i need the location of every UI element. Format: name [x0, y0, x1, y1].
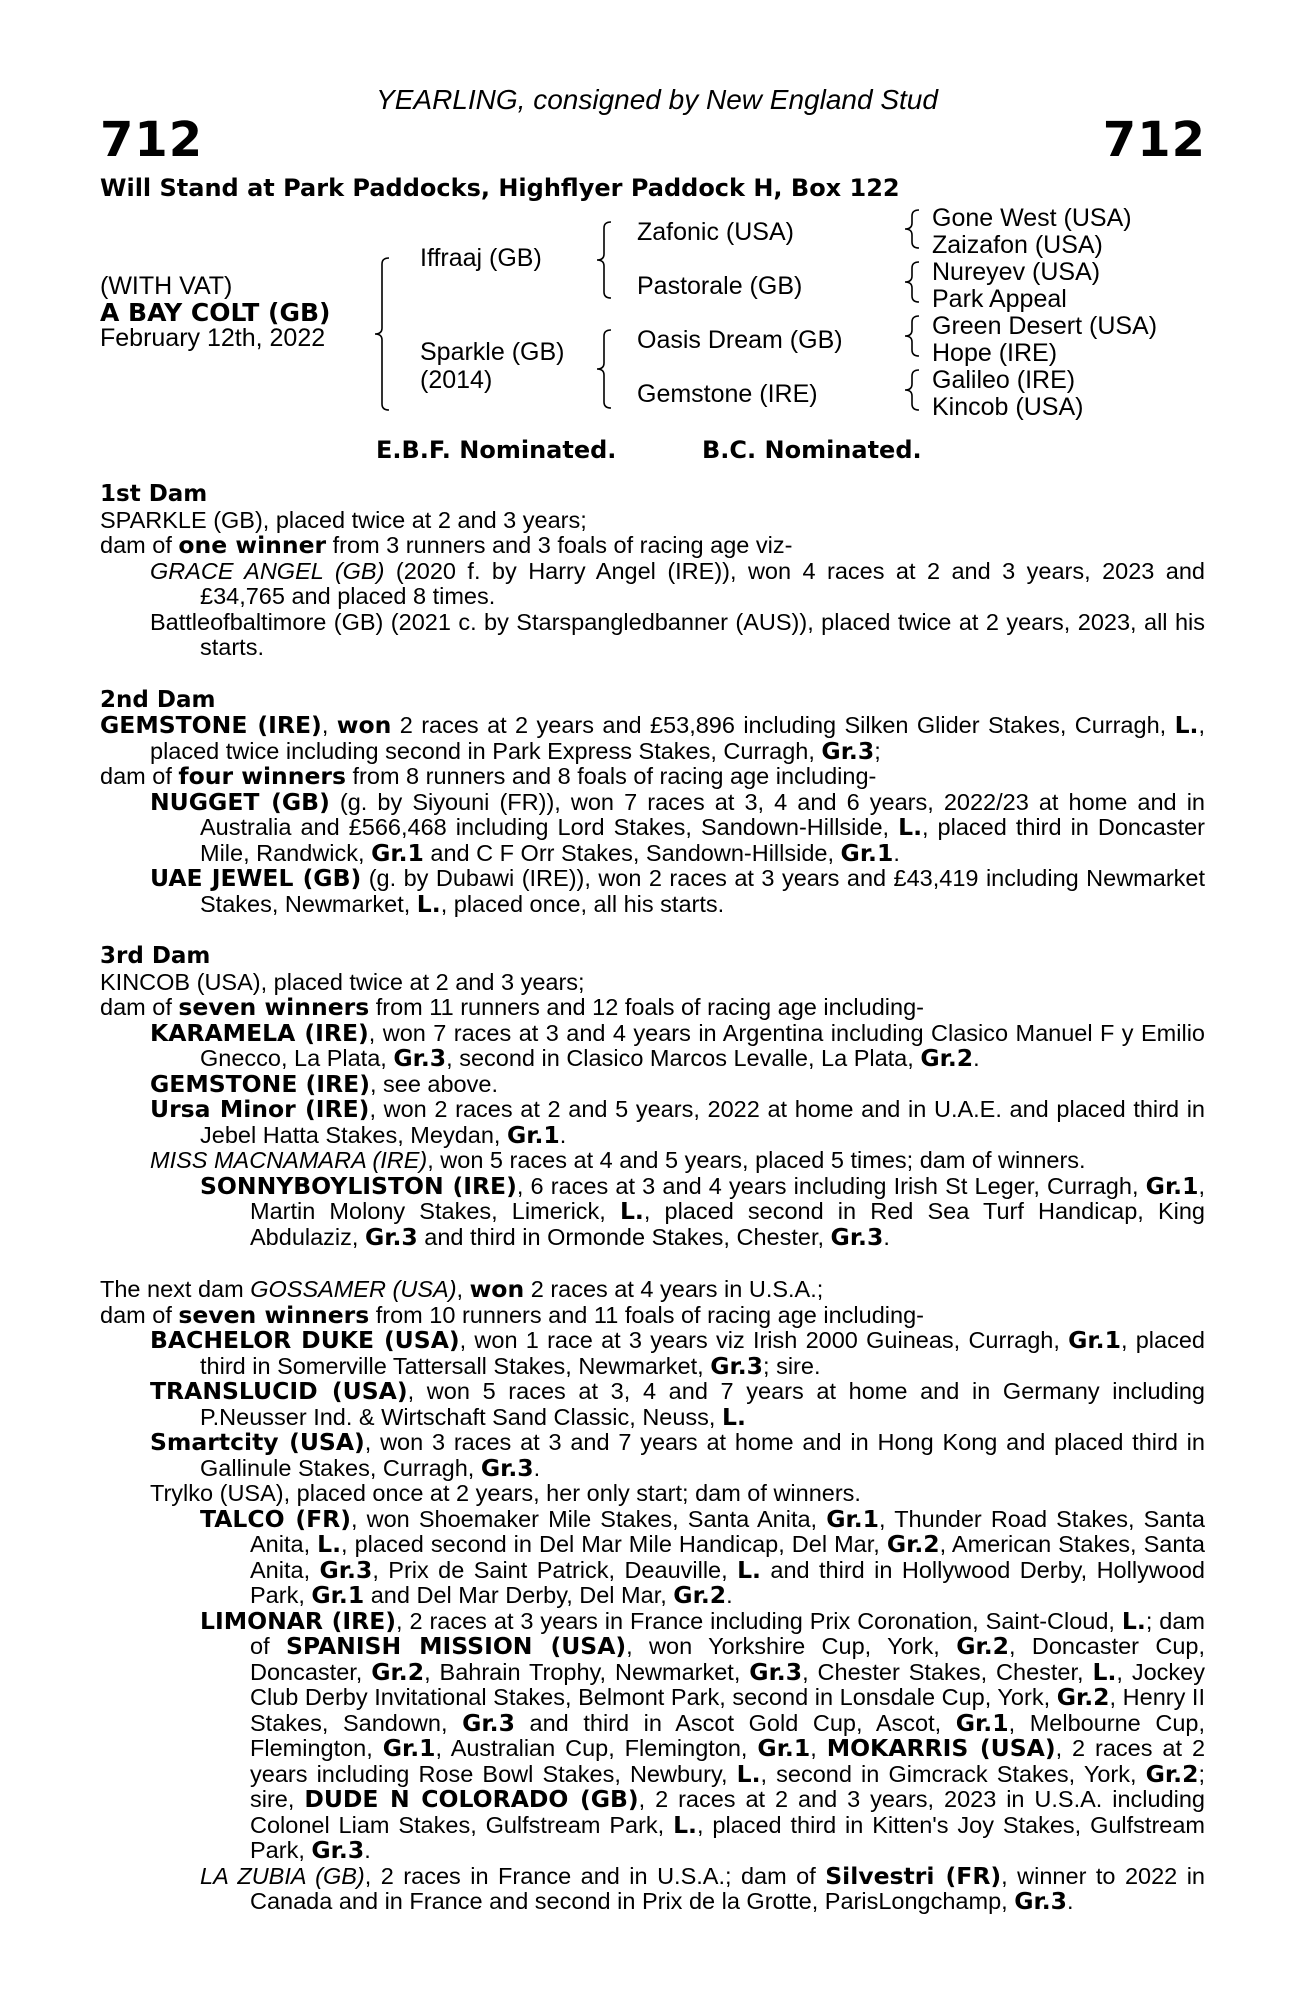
text-run: 2 races at 2 years and £53,896 including Silken Glider Stakes, Curragh, [391, 712, 1175, 738]
bold-text: Gr.2 [673, 1581, 727, 1609]
pedigree-entry [100, 866, 1205, 917]
text-run: , won Yorkshire Cup, York, [626, 1633, 957, 1659]
pedigree-entry [100, 713, 1205, 764]
bold-text: Gr.1 [840, 838, 894, 867]
text-run: , Melbourne Cup, Flemington, [250, 1709, 1205, 1761]
bold-text: Gr.2 [1056, 1683, 1110, 1711]
lot-number-left: 712 [100, 112, 204, 168]
text-run: and third in Hollywood Derby, Hollywood Park, [250, 1556, 1205, 1608]
dam-sire: Oasis Dream (GB) [637, 326, 843, 354]
text-run: . [559, 1121, 567, 1148]
bold-text: one winner [178, 531, 327, 559]
brace-g1 [905, 210, 919, 248]
pedigree-entry [100, 1277, 1205, 1303]
text-run: . [533, 1454, 541, 1481]
brace-gen1 [375, 258, 389, 410]
text-run: , American Stakes, Santa Anita, [250, 1531, 1205, 1583]
pedigree-entry [100, 533, 1205, 559]
bold-text: Smartcity (USA) [150, 1428, 365, 1456]
bold-text: SPANISH MISSION (USA) [285, 1632, 627, 1660]
italic-text: MISS MACNAMARA (IRE) [150, 1147, 428, 1173]
text-run: , won 3 races at 3 and 7 years at home and in Hong Kong and placed third in Gallinule Stakes, Curragh, [200, 1429, 1205, 1481]
foaling-date: February 12th, 2022 [100, 324, 326, 352]
text-run: . [973, 1045, 980, 1071]
text-run: . [364, 1837, 371, 1863]
text-run: and third in Ascot Gold Cup, Ascot, [514, 1709, 956, 1736]
pedigree-entry [100, 970, 1205, 996]
bold-text: Gr.1 [382, 1734, 436, 1762]
bold-text: Gr.3 [364, 1222, 418, 1251]
brace-sire-line [597, 222, 611, 298]
bold-text: GEMSTONE (IRE) [100, 711, 322, 739]
text-run: dam of [100, 1301, 179, 1328]
text-run: , [810, 1735, 827, 1761]
text-run: , Chester Stakes, Chester, [802, 1658, 1093, 1685]
pedigree-entry [100, 508, 1205, 534]
bold-text: Gr.3 [830, 1222, 884, 1251]
brace-g2 [905, 262, 919, 302]
text-run: , winner to 2022 in Canada and in France and second in Prix de la Grotte, ParisLongchamp, [250, 1862, 1205, 1914]
consignment-line: YEARLING, consigned by New England Stud [376, 84, 938, 115]
dam: Sparkle (GB) [420, 338, 565, 366]
text-run: , [321, 712, 337, 738]
text-run: , see above. [369, 1070, 498, 1097]
text-run: , placed third in Doncaster Mile, Randwick, [200, 814, 1205, 866]
bold-text: DUDE N COLORADO (GB) [304, 1785, 639, 1813]
pedigree-entry [100, 1379, 1205, 1430]
text-run: dam of [100, 763, 179, 789]
stand-location: Will Stand at Park Paddocks, Highflyer Paddock H, Box 122 [100, 174, 900, 202]
ancestor-8: Kincob (USA) [932, 393, 1084, 421]
dam-section [100, 944, 1205, 1250]
sire: Iffraaj (GB) [420, 244, 542, 272]
pedigree-entry [100, 559, 1205, 610]
text-run: , Prix de Saint Patrick, Deauville, [372, 1556, 738, 1583]
dam-heading: 1st Dam [100, 481, 208, 507]
text-run: , Doncaster Cup, Doncaster, [250, 1633, 1205, 1685]
text-run: , won Shoemaker Mile Stakes, Santa Anita, [350, 1505, 827, 1532]
bold-text: KARAMELA (IRE) [150, 1018, 369, 1047]
bold-text: L. [1121, 1606, 1146, 1635]
bold-text: Gr.3 [311, 1836, 365, 1864]
bold-text: L. [1092, 1657, 1117, 1686]
pedigree-entry [100, 610, 1205, 661]
pedigree-entry [100, 1504, 1206, 1609]
text-run: The next dam [100, 1276, 251, 1302]
ancestor-6: Hope (IRE) [932, 339, 1058, 367]
bold-text: Gr.3 [1014, 1887, 1068, 1915]
text-run: , Australian Cup, Flemington, [435, 1735, 758, 1761]
bold-text: Ursa Minor (IRE) [150, 1095, 370, 1123]
dam-section [100, 482, 1205, 661]
text-run: , placed twice including second in Park Express Stakes, Curragh, [150, 712, 1206, 764]
text-run: and C F Orr Stakes, Sandown-Hillside, [423, 839, 841, 866]
bold-text: Gr.3 [710, 1351, 764, 1380]
ancestor-7: Galileo (IRE) [932, 366, 1076, 394]
text-run: . [883, 1223, 890, 1250]
text-run: 2 races at 4 years in U.S.A.; [524, 1276, 824, 1302]
bold-text: Gr.2 [920, 1044, 974, 1072]
italic-text: GOSSAMER (USA) [250, 1276, 457, 1302]
bold-text: Gr.3 [393, 1044, 447, 1072]
pedigree-entry [100, 1861, 1205, 1915]
sire-sire: Zafonic (USA) [637, 218, 794, 246]
brace-dam-line [597, 330, 611, 408]
text-run: (g. by Siyouni (FR)), won 7 races at 3, 4 and 6 years, 2022/23 at home and in Australia and £566,468 including Lord Stakes, Sandown-Hillside, [200, 788, 1205, 840]
text-run: ; dam of [250, 1607, 1205, 1659]
bold-text: Gr.1 [1068, 1326, 1121, 1354]
bold-text: Gr.1 [757, 1734, 811, 1762]
bold-text: Silvestri (FR) [825, 1861, 1002, 1890]
text-run: , Bahrain Trophy, Newmarket, [424, 1658, 750, 1685]
bold-text: Gr.1 [955, 1708, 1009, 1737]
text-run: (g. by Dubawi (IRE)), won 2 races at 3 years and £43,419 including Newmarket Stakes, Newmarket, [200, 865, 1205, 917]
text-run: . [893, 839, 900, 866]
text-run: from 8 runners and 8 foals of racing age including- [346, 763, 877, 789]
dam-heading: 2nd Dam [100, 686, 216, 713]
text-run: dam of [100, 532, 179, 558]
bold-text: L. [673, 1810, 697, 1839]
bold-text: Gr.3 [821, 736, 875, 765]
catalogue-body [100, 482, 1205, 1915]
text-run: , won 5 races at 4 and 5 years, placed 5 times; dam of winners. [427, 1147, 1086, 1173]
bold-text: L. [737, 1555, 761, 1584]
pedigree-entry [100, 787, 1205, 867]
bold-text: GEMSTONE (IRE) [150, 1069, 370, 1098]
text-run: , 2 races at 2 and 3 years, 2023 in U.S.A. including Colonel Liam Stakes, Gulfstream Park, [250, 1786, 1206, 1838]
bold-text: Gr.3 [462, 1708, 515, 1737]
ancestor-4: Park Appeal [932, 285, 1067, 313]
pedigree-entry [100, 1606, 1206, 1864]
pedigree-entry [100, 1430, 1205, 1481]
italic-text: GRACE ANGEL (GB) [150, 557, 385, 584]
text-run: , placed once, all his starts. [440, 890, 725, 917]
bold-text: Gr.3 [480, 1453, 534, 1482]
pedigree-entry [100, 995, 1205, 1021]
text-run: , placed second in Del Mar Mile Handicap, Del Mar, [341, 1531, 887, 1557]
text-run: . [726, 1582, 733, 1608]
bold-text: Gr.1 [1145, 1171, 1199, 1200]
text-run: . [1067, 1888, 1074, 1914]
ancestor-5: Green Desert (USA) [932, 312, 1158, 340]
bold-text: Gr.2 [956, 1632, 1009, 1660]
text-run: dam of [100, 994, 179, 1020]
bold-text: TRANSLUCID (USA) [150, 1377, 408, 1405]
ancestor-3: Nureyev (USA) [932, 258, 1101, 286]
italic-text: LA ZUBIA (GB) [200, 1862, 365, 1889]
text-run: , Henry II Stakes, Sandown, [250, 1684, 1205, 1736]
text-run: , 2 races in France and in U.S.A.; dam of [364, 1862, 826, 1889]
text-run: , 2 races at 2 years including Rose Bowl Stakes, Newbury, [250, 1735, 1206, 1787]
text-run: , Martin Molony Stakes, Limerick, [250, 1172, 1205, 1224]
text-run: , 6 races at 3 and 4 years including Irish St Leger, Curragh, [516, 1172, 1146, 1199]
bold-text: Gr.2 [371, 1657, 425, 1686]
bold-text: Gr.1 [371, 838, 424, 867]
dam-heading: 3rd Dam [100, 943, 211, 969]
bold-text: seven winners [178, 993, 370, 1021]
bold-text: seven winners [178, 1300, 370, 1329]
dam-section [100, 688, 1205, 918]
bold-text: L. [317, 1530, 342, 1558]
text-run: , won 2 races at 2 and 5 years, 2022 at home and in U.A.E. and placed third in Jebel Hatta Stakes, Meydan, [200, 1096, 1205, 1148]
bold-text: L. [1174, 711, 1199, 739]
text-run: , second in Gimcrack Stakes, York, [760, 1760, 1146, 1787]
pedigree-entry [100, 1097, 1205, 1148]
bold-text: Gr.1 [826, 1504, 879, 1533]
text-run: , won 5 races at 3, 4 and 7 years at home and in Germany including P.Neusser Ind. & Wirtschaft Sand Classic, Neuss, [200, 1378, 1205, 1430]
bold-text: four winners [178, 762, 346, 790]
bold-text: Gr.3 [319, 1555, 373, 1584]
text-run: from 3 runners and 3 foals of racing age viz- [326, 532, 793, 558]
text-run: , placed third in Kitten's Joy Stakes, Gulfstream Park, [250, 1811, 1205, 1863]
text-run: (2020 f. by Harry Angel (IRE)), won 4 races at 2 and 3 years, 2023 and £34,765 and placed 8 times. [200, 557, 1205, 609]
pedigree-entry [100, 1171, 1206, 1251]
dam-dam: Gemstone (IRE) [637, 380, 818, 408]
bc-nomination: B.C. Nominated. [702, 436, 922, 464]
bold-text: SONNYBOYLISTON (IRE) [200, 1171, 517, 1200]
text-run: ; sire, [250, 1760, 1205, 1812]
pedigree-entry [100, 1069, 1205, 1098]
text-run: , won 1 race at 3 years viz Irish 2000 Guineas, Curragh, [459, 1327, 1069, 1353]
pedigree-entry [100, 1328, 1205, 1379]
text-run: , Jockey Club Derby Invitational Stakes, Belmont Park, second in Lonsdale Cup, York, [250, 1658, 1205, 1710]
bold-text: LIMONAR (IRE) [200, 1606, 396, 1635]
sire-dam: Pastorale (GB) [637, 272, 803, 300]
bold-text: MOKARRIS (USA) [826, 1734, 1056, 1762]
bold-text: TALCO (FR) [200, 1504, 351, 1533]
bold-text: L. [416, 889, 441, 918]
bold-text: NUGGET (GB) [150, 787, 330, 816]
lot-horse-name: A BAY COLT (GB) [100, 298, 331, 327]
bold-text: Gr.3 [749, 1657, 803, 1686]
text-run: , second in Clasico Marcos Levalle, La Plata, [446, 1045, 921, 1071]
text-run: ; sire. [763, 1352, 821, 1379]
dam-year: (2014) [420, 366, 493, 394]
bold-text: won [469, 1275, 525, 1303]
pedigree-braces [0, 0, 1314, 440]
bold-text: Gr.1 [506, 1120, 560, 1149]
text-run: KINCOB (USA), placed twice at 2 and 3 years; [100, 968, 585, 995]
bold-text: won [336, 711, 392, 739]
bold-text: L. [722, 1402, 746, 1431]
text-run: , [456, 1276, 470, 1302]
brace-g3 [905, 316, 919, 356]
text-run: Battleofbaltimore (GB) (2021 c. by Starspangledbanner (AUS)), placed twice at 2 years, 2023, all his starts. [150, 608, 1205, 660]
dam-section [100, 1277, 1205, 1915]
text-run: , Thunder Road Stakes, Santa Anita, [250, 1505, 1206, 1557]
pedigree-entry [100, 1018, 1205, 1072]
pedigree-entry [100, 764, 1205, 790]
text-run: and third in Ormonde Stakes, Chester, [417, 1223, 831, 1250]
ancestor-1: Gone West (USA) [932, 204, 1132, 232]
ebf-nomination: E.B.F. Nominated. [376, 436, 617, 464]
pedigree-entry [100, 1481, 1205, 1507]
bold-text: L. [736, 1759, 761, 1788]
brace-g4 [905, 370, 919, 410]
text-run: , won 7 races at 3 and 4 years in Argentina including Clasico Manuel F y Emilio Gnecco, La Plata, [200, 1019, 1205, 1071]
text-run: from 11 runners and 12 foals of racing age including- [369, 994, 924, 1020]
bold-text: L. [898, 813, 922, 841]
text-run: , 2 races at 3 years in France including Prix Coronation, Saint-Cloud, [396, 1607, 1122, 1634]
text-run: and Del Mar Derby, Del Mar, [364, 1582, 674, 1608]
vat-note: (WITH VAT) [100, 272, 233, 300]
text-run: ; [874, 737, 881, 764]
text-run: Trylko (USA), placed once at 2 years, her only start; dam of winners. [150, 1480, 861, 1506]
bold-text: BACHELOR DUKE (USA) [150, 1326, 460, 1354]
pedigree-entry [100, 1300, 1205, 1329]
pedigree-entry [100, 1148, 1205, 1174]
ancestor-2: Zaizafon (USA) [932, 231, 1103, 259]
text-run: , placed third in Somerville Tattersall Stakes, Newmarket, [200, 1327, 1205, 1379]
text-run: SPARKLE (GB), placed twice at 2 and 3 years; [100, 506, 587, 533]
lot-number-right: 712 [1102, 112, 1206, 168]
text-run: , placed second in Red Sea Turf Handicap, King Abdulaziz, [250, 1198, 1206, 1250]
bold-text: Gr.1 [311, 1581, 365, 1609]
bold-text: Gr.2 [886, 1530, 940, 1558]
bold-text: UAE JEWEL (GB) [150, 864, 362, 892]
bold-text: Gr.2 [1145, 1759, 1199, 1788]
text-run: from 10 runners and 11 foals of racing age including- [369, 1301, 924, 1328]
bold-text: L. [619, 1197, 644, 1225]
